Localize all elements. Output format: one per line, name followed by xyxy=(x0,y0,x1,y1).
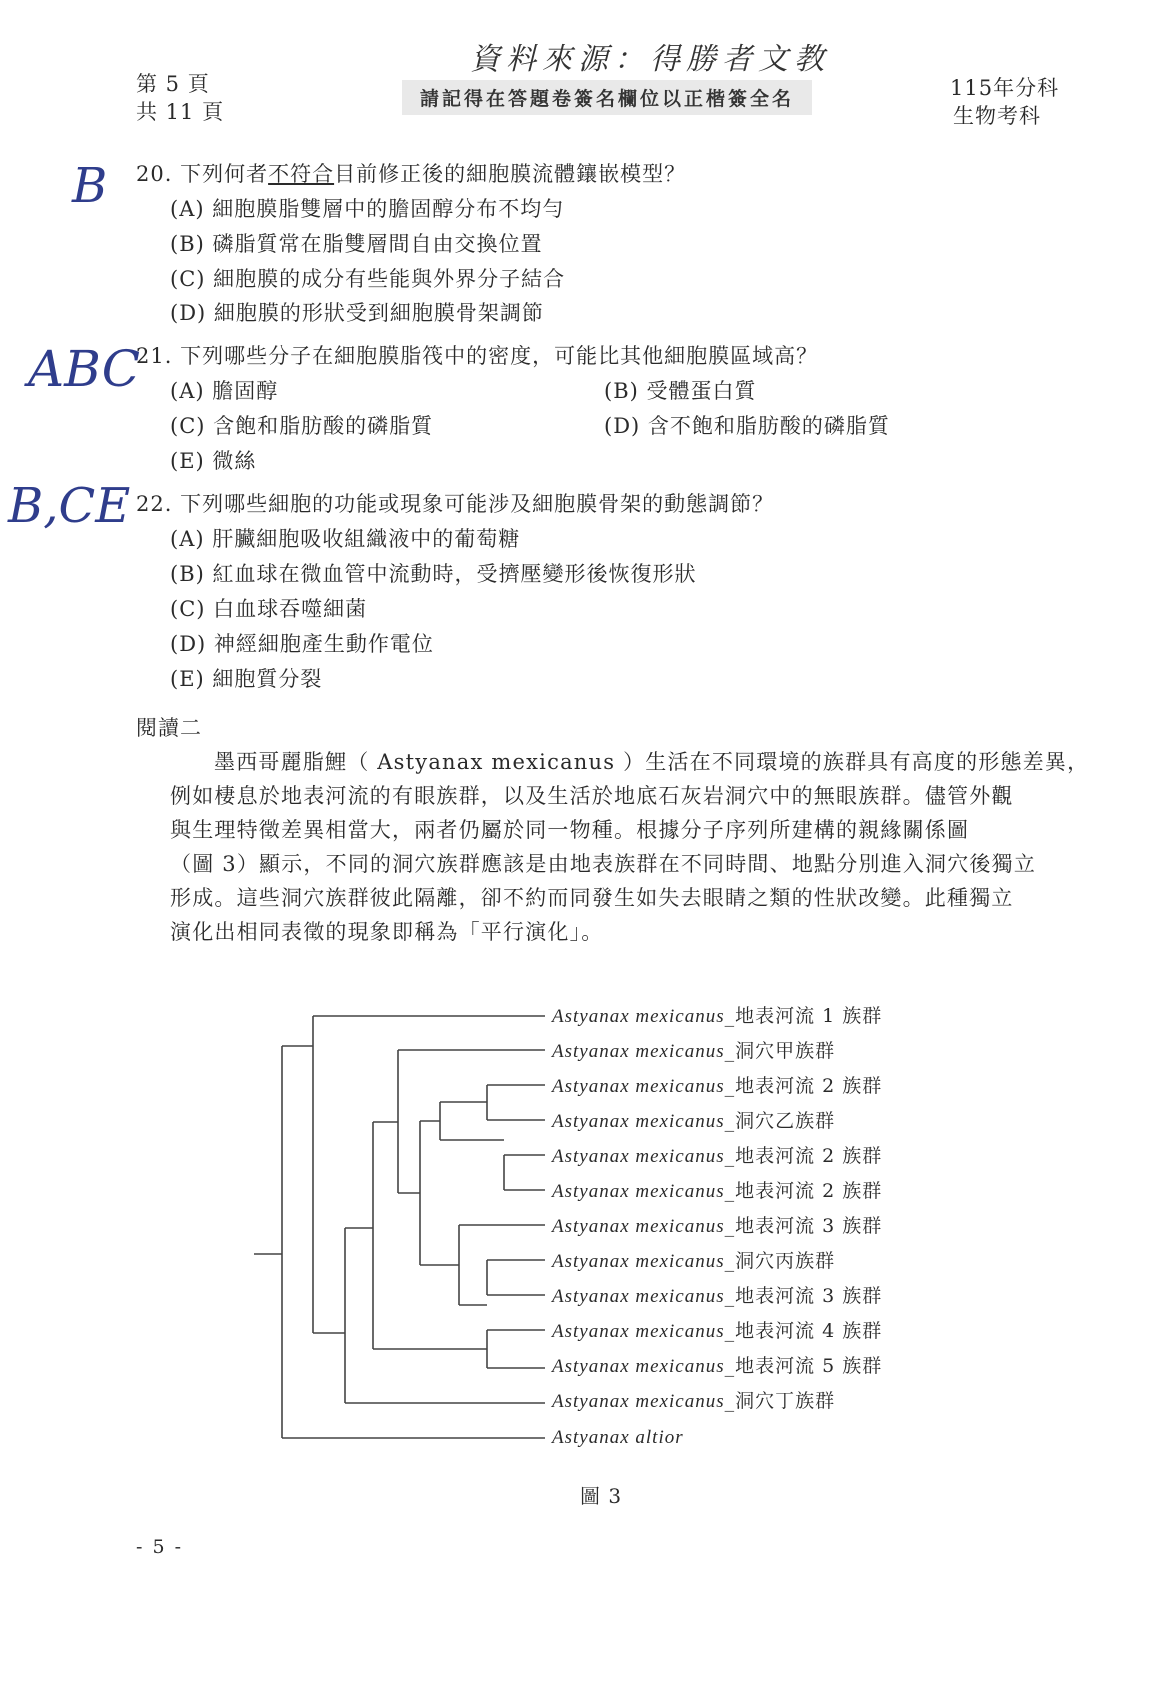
subject-name: 生物考科 xyxy=(953,104,1041,128)
tree-leaf-label xyxy=(552,1040,835,1063)
tree-leaf-label xyxy=(552,1180,882,1203)
population-label: _地表河流 2 族群 xyxy=(724,1075,883,1097)
species-name: Astyanax mexicanus xyxy=(552,1356,725,1377)
tree-leaf-label xyxy=(552,1215,882,1238)
reading-line: 形成。這些洞穴族群彼此隔離，卻不約而同發生如失去眼睛之類的性狀改變。此種獨立 xyxy=(170,886,1014,910)
tree-leaf-label xyxy=(552,1285,882,1308)
species-name: Astyanax mexicanus xyxy=(552,1041,725,1062)
q22-option-b: (B) 紅血球在微血管中流動時，受擠壓變形後恢復形狀 xyxy=(170,562,697,586)
species-name: Astyanax mexicanus xyxy=(552,1181,725,1202)
tree-leaf-label xyxy=(552,1250,835,1273)
species-name: Astyanax mexicanus xyxy=(552,1076,725,1097)
population-label: _地表河流 3 族群 xyxy=(724,1285,883,1307)
q22-option-d: (D) 神經細胞產生動作電位 xyxy=(170,632,434,656)
handwritten-answer-q22: B,CE xyxy=(8,478,131,534)
tree-leaf-label xyxy=(552,1145,882,1168)
watermark: 資料來源：得勝者文教 xyxy=(470,42,830,77)
q21-option-d: (D) 含不飽和脂肪酸的磷脂質 xyxy=(604,414,890,438)
population-label: _洞穴乙族群 xyxy=(724,1110,836,1132)
reading-line: （圖 3）顯示，不同的洞穴族群應該是由地表族群在不同時間、地點分別進入洞穴後獨立 xyxy=(170,852,1037,876)
q21-option-c: (C) 含飽和脂肪酸的磷脂質 xyxy=(170,414,434,438)
question-21-stem: 21. 下列哪些分子在細胞膜脂筏中的密度，可能比其他細胞膜區域高？ xyxy=(136,344,819,368)
reading-title: 閱讀二 xyxy=(136,716,202,740)
tree-leaf-label xyxy=(552,1355,882,1378)
population-label: _洞穴丁族群 xyxy=(724,1390,836,1412)
question-text: 目前修正後的細胞膜流體鑲嵌模型？ xyxy=(334,162,687,186)
species-name: Astyanax mexicanus xyxy=(552,1286,725,1307)
tree-leaf-label xyxy=(552,1110,835,1133)
tree-leaf-label xyxy=(552,1320,882,1343)
population-label: _地表河流 3 族群 xyxy=(724,1215,883,1237)
tree-branches xyxy=(254,1016,545,1438)
handwritten-answer-q20: B xyxy=(72,158,108,214)
tree-outgroup-label xyxy=(552,1426,684,1449)
q21-option-a: (A) 膽固醇 xyxy=(170,379,279,403)
species-name: Astyanax mexicanus xyxy=(552,1251,725,1272)
population-label: _地表河流 2 族群 xyxy=(724,1180,883,1202)
outgroup-species-name: Astyanax altior xyxy=(552,1427,684,1448)
sign-reminder-banner: 請記得在答題卷簽名欄位以正楷簽全名 xyxy=(402,80,812,115)
tree-leaf-label xyxy=(552,1390,835,1413)
species-name: Astyanax mexicanus xyxy=(552,1146,725,1167)
page-number: 第 5 頁 xyxy=(136,72,210,96)
page-footer: - 5 - xyxy=(136,1536,184,1558)
population-label: _地表河流 2 族群 xyxy=(724,1145,883,1167)
tree-leaf-label xyxy=(552,1005,882,1028)
question-22-stem: 22. 下列哪些細胞的功能或現象可能涉及細胞膜骨架的動態調節？ xyxy=(136,492,775,516)
population-label: _地表河流 5 族群 xyxy=(724,1355,883,1377)
reading-line: 演化出相同表徵的現象即稱為「平行演化」。 xyxy=(170,920,604,944)
tree-leaf-label xyxy=(552,1075,882,1098)
species-name: Astyanax mexicanus xyxy=(552,1111,725,1132)
question-text: 下列何者 xyxy=(180,162,269,186)
q21-option-e: (E) 微絲 xyxy=(170,449,257,473)
reading-line: 例如棲息於地表河流的有眼族群，以及生活於地底石灰岩洞穴中的無眼族群。儘管外觀 xyxy=(170,784,1014,808)
exam-name: 115年分科 xyxy=(950,76,1060,100)
reading-line: 墨西哥麗脂鯉（ Astyanax mexicanus ）生活在不同環境的族群具有高度的形態差異， xyxy=(214,750,1090,774)
q20-option-c: (C) 細胞膜的成分有些能與外界分子結合 xyxy=(170,267,566,291)
population-label: _洞穴甲族群 xyxy=(724,1040,836,1062)
question-number: 20. xyxy=(136,162,173,186)
q22-option-c: (C) 白血球吞噬細菌 xyxy=(170,597,368,621)
q21-option-b: (B) 受體蛋白質 xyxy=(604,379,757,403)
reading-line: 與生理特徵差異相當大，兩者仍屬於同一物種。根據分子序列所建構的親緣關係圖 xyxy=(170,818,970,842)
q22-option-a: (A) 肝臟細胞吸收組織液中的葡萄糖 xyxy=(170,527,521,551)
population-label: _洞穴丙族群 xyxy=(724,1250,836,1272)
species-name: Astyanax mexicanus xyxy=(552,1216,725,1237)
population-label: _地表河流 4 族群 xyxy=(724,1320,883,1342)
population-label: _地表河流 1 族群 xyxy=(724,1005,883,1027)
species-name: Astyanax mexicanus xyxy=(552,1006,725,1027)
q20-option-d: (D) 細胞膜的形狀受到細胞膜骨架調節 xyxy=(170,301,544,325)
species-name: Astyanax mexicanus xyxy=(552,1321,725,1342)
figure-caption: 圖 3 xyxy=(580,1484,623,1508)
q22-option-e: (E) 細胞質分裂 xyxy=(170,667,323,691)
question-emphasis: 不符合 xyxy=(268,162,335,186)
total-pages: 共 11 頁 xyxy=(136,100,225,124)
q20-option-a: (A) 細胞膜脂雙層中的膽固醇分布不均勻 xyxy=(170,197,565,221)
species-name: Astyanax mexicanus xyxy=(552,1391,725,1412)
q20-option-b: (B) 磷脂質常在脂雙層間自由交換位置 xyxy=(170,232,543,256)
handwritten-answer-q21: ABC xyxy=(28,340,141,398)
